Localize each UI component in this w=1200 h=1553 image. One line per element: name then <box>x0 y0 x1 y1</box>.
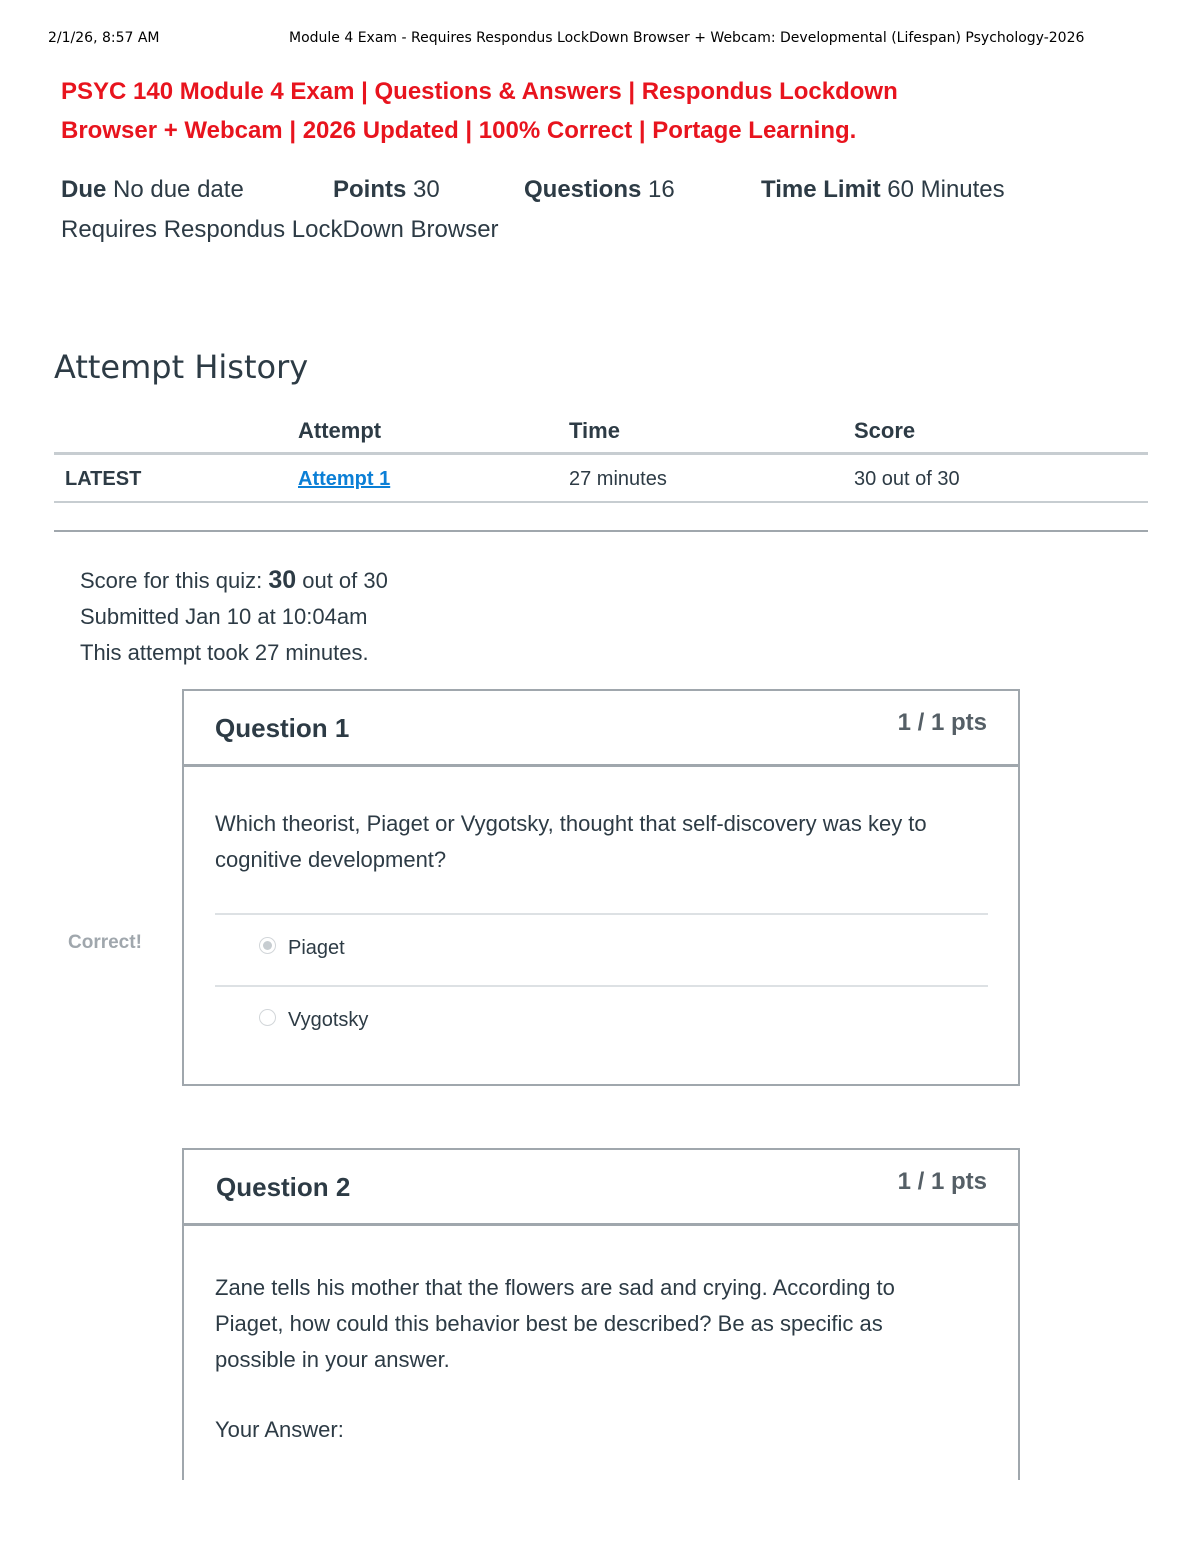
attempt-score: 30 out of 30 <box>854 468 960 490</box>
print-header <box>0 30 1200 50</box>
time-limit-value: 60 Minutes <box>887 176 1005 203</box>
lockdown-note: Requires Respondus LockDown Browser <box>61 216 499 243</box>
question-header <box>184 1150 1018 1226</box>
score-value: 30 <box>268 566 297 594</box>
correct-flag: Correct! <box>68 932 142 953</box>
points-label: Points <box>333 176 407 203</box>
answer-label: Vygotsky <box>288 1009 369 1031</box>
page-title-line-2: Browser + Webcam | 2026 Updated | 100% Correct | Portage Learning. <box>61 117 857 144</box>
questions-label: Questions <box>524 176 642 203</box>
question-title: Question 1 <box>215 713 350 743</box>
radio-unselected-icon[interactable] <box>259 1009 276 1026</box>
column-header-attempt: Attempt <box>298 418 382 443</box>
table-header-row <box>54 408 1148 455</box>
answer-option[interactable] <box>215 985 988 1057</box>
submitted-line: Submitted Jan 10 at 10:04am <box>80 604 368 629</box>
score-suffix: out of 30 <box>296 568 388 593</box>
question-2 <box>182 1148 1020 1480</box>
question-body <box>184 1226 1018 1448</box>
attempt-time: 27 minutes <box>569 468 667 490</box>
time-limit-label: Time Limit <box>761 176 881 203</box>
question-header <box>184 691 1018 767</box>
section-divider <box>54 530 1148 532</box>
quiz-meta <box>61 176 1161 210</box>
table-row <box>54 455 1148 503</box>
question-text: Zane tells his mother that the flowers are sad and crying. According to Piaget, how could this behavior best be described? Be as specific as possible in your answer. <box>215 1275 895 1372</box>
question-title: Question 2 <box>216 1172 351 1202</box>
page-title <box>61 72 1061 150</box>
score-summary <box>80 562 388 671</box>
answer-label: Piaget <box>288 937 345 959</box>
attempt-history-title: Attempt History <box>54 348 309 386</box>
questions-info <box>524 176 675 204</box>
score-prefix: Score for this quiz: <box>80 568 269 593</box>
due-info <box>61 176 244 204</box>
print-document-title: Module 4 Exam - Requires Respondus LockDown Browser + Webcam: Developmental (Lifespan) Psychology-2026 <box>289 30 1085 46</box>
questions-value: 16 <box>648 176 675 203</box>
points-value: 30 <box>413 176 440 203</box>
latest-badge: LATEST <box>65 468 142 490</box>
question-text: Which theorist, Piaget or Vygotsky, thought that self-discovery was key to cognitive development? <box>215 811 927 872</box>
attempt-history-table <box>54 408 1148 503</box>
due-label: Due <box>61 176 107 203</box>
duration-line: This attempt took 27 minutes. <box>80 640 369 665</box>
your-answer-label: Your Answer: <box>215 1417 344 1442</box>
question-1 <box>182 689 1020 1086</box>
due-value: No due date <box>113 176 244 203</box>
column-header-time: Time <box>569 418 620 443</box>
question-points: 1 / 1 pts <box>897 709 987 736</box>
attempt-1-link[interactable]: Attempt 1 <box>298 468 391 490</box>
points-info <box>333 176 440 204</box>
time-limit-info <box>761 176 1005 204</box>
quiz-score-line <box>80 562 388 599</box>
page-title-line-1: PSYC 140 Module 4 Exam | Questions & Answers | Respondus Lockdown <box>61 78 898 105</box>
question-points: 1 / 1 pts <box>897 1168 987 1195</box>
radio-selected-icon[interactable] <box>259 937 276 954</box>
column-header-score: Score <box>854 418 916 443</box>
question-body <box>184 767 1018 1057</box>
print-date: 2/1/26, 8:57 AM <box>48 30 160 46</box>
answer-option[interactable] <box>215 913 988 985</box>
